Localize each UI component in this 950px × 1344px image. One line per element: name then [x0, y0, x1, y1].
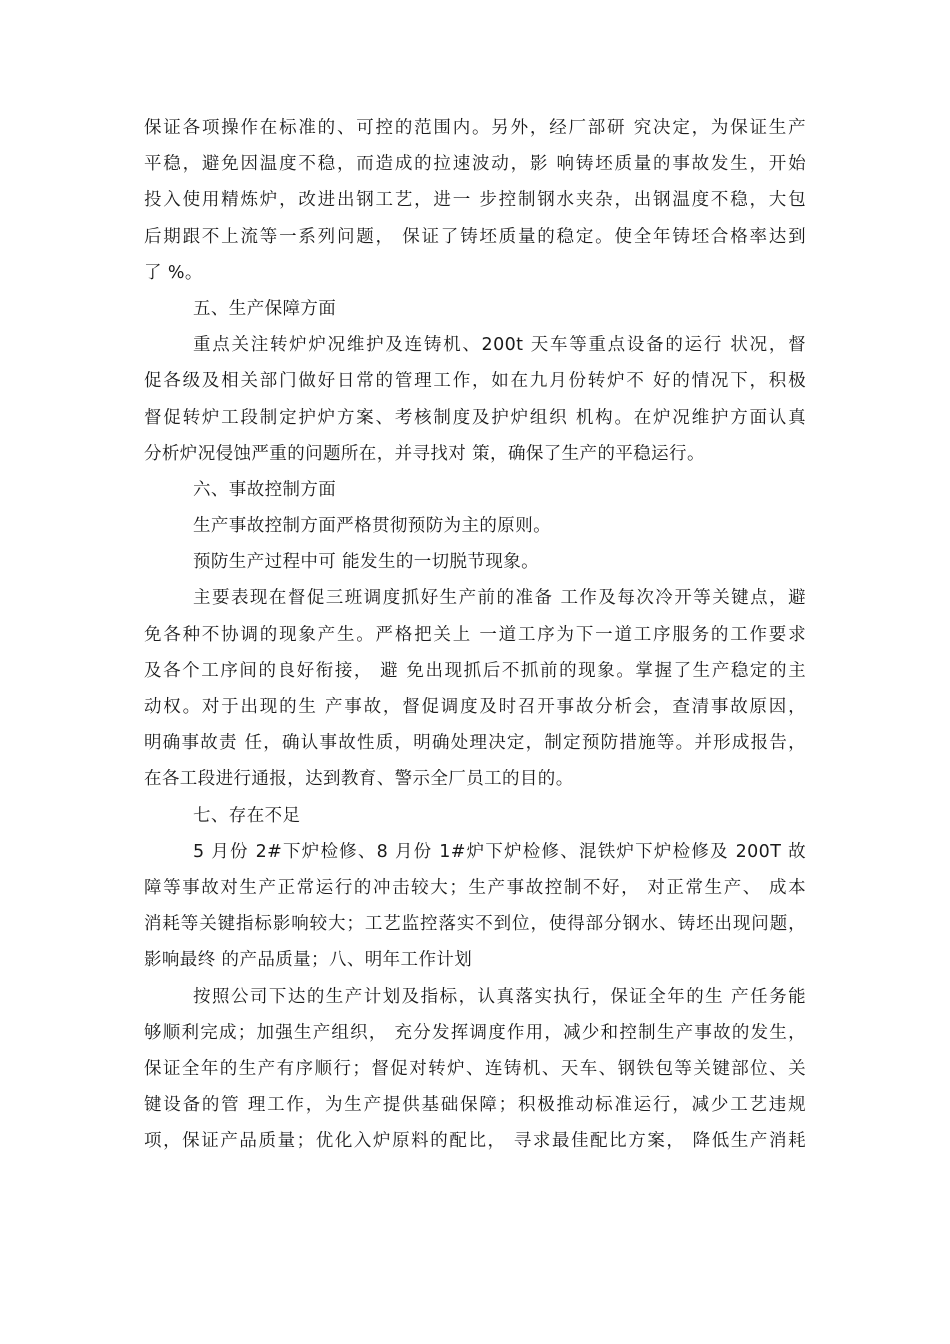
text-line: 键设备的管 理工作，为生产提供基础保障；积极推动标准运行，减少工艺违规	[144, 1095, 806, 1116]
text-line: 5 月份 2#下炉检修、8 月份 1#炉下炉检修、混铁炉下炉检修及 200T 故	[193, 841, 806, 862]
text-line: 生产事故控制方面严格贯彻预防为主的原则。	[193, 516, 551, 537]
text-line: 平稳，避免因温度不稳，而造成的拉速波动，影 响铸坯质量的事故发生，开始	[144, 154, 806, 175]
text-line: 够顺利完成；加强生产组织， 充分发挥调度作用，减少和控制生产事故的发生，	[144, 1022, 806, 1043]
text-line: 了 %。	[144, 262, 203, 283]
text-line: 免各种不协调的现象产生。严格把关上 一道工序为下一道工序服务的工作要求	[144, 624, 806, 645]
text-line: 分析炉况侵蚀严重的问题所在，并寻找对 策，确保了生产的平稳运行。	[144, 443, 705, 464]
document-page	[144, 110, 806, 1159]
text-line: 促各级及相关部门做好日常的管理工作，如在九月份转炉不 好的情况下，积极	[144, 371, 806, 392]
text-line: 影响最终 的产品质量；八、明年工作计划	[144, 950, 473, 971]
text-line: 动权。对于出现的生 产事故，督促调度及时召开事故分析会，查清事故原因，	[144, 697, 806, 717]
text-line: 预防生产过程中可 能发生的一切脱节现象。	[193, 552, 540, 573]
text-line: 保证全年的生产有序顺行；督促对转炉、连铸机、天车、钢铁包等关键部位、关	[144, 1058, 806, 1079]
text-line: 督促转炉工段制定护炉方案、考核制度及护炉组织 机构。在炉况维护方面认真	[144, 407, 806, 428]
text-line: 障等事故对生产正常运行的冲击较大；生产事故控制不好， 对正常生产、 成本	[144, 877, 806, 898]
text-line: 六、事故控制方面	[193, 479, 337, 500]
text-line: 项，保证产品质量；优化入炉原料的配比， 寻求最佳配比方案， 降低生产消耗	[144, 1131, 806, 1152]
text-line: 投入使用精炼炉，改进出钢工艺，进一 步控制钢水夹杂，出钢温度不稳，大包	[144, 190, 806, 211]
text-line: 后期跟不上流等一系列问题， 保证了铸坯质量的稳定。使全年铸坯合格率达到	[144, 226, 806, 247]
text-line: 消耗等关键指标影响较大；工艺监控落实不到位，使得部分钢水、铸坯出现问题，	[144, 914, 806, 935]
text-line: 七、存在不足	[193, 805, 301, 826]
text-line: 明确事故责 任，确认事故性质，明确处理决定，制定预防措施等。并形成报告，	[144, 733, 806, 754]
text-line: 按照公司下达的生产计划及指标，认真落实执行，保证全年的生 产任务能	[193, 986, 806, 1007]
text-line: 及各个工序间的良好衔接， 避 免出现抓后不抓前的现象。掌握了生产稳定的主	[144, 660, 806, 681]
text-line: 在各工段进行通报，达到教育、警示全厂员工的目的。	[144, 769, 574, 790]
text-line: 主要表现在督促三班调度抓好生产前的准备 工作及每次冷开等关键点，避	[193, 588, 806, 609]
text-line: 重点关注转炉炉况维护及连铸机、200t 天车等重点设备的运行 状况，督	[193, 335, 806, 356]
text-line: 五、生产保障方面	[193, 298, 337, 319]
text-line: 保证各项操作在标准的、可控的范围内。另外，经厂部研 究决定，为保证生产	[144, 118, 806, 138]
